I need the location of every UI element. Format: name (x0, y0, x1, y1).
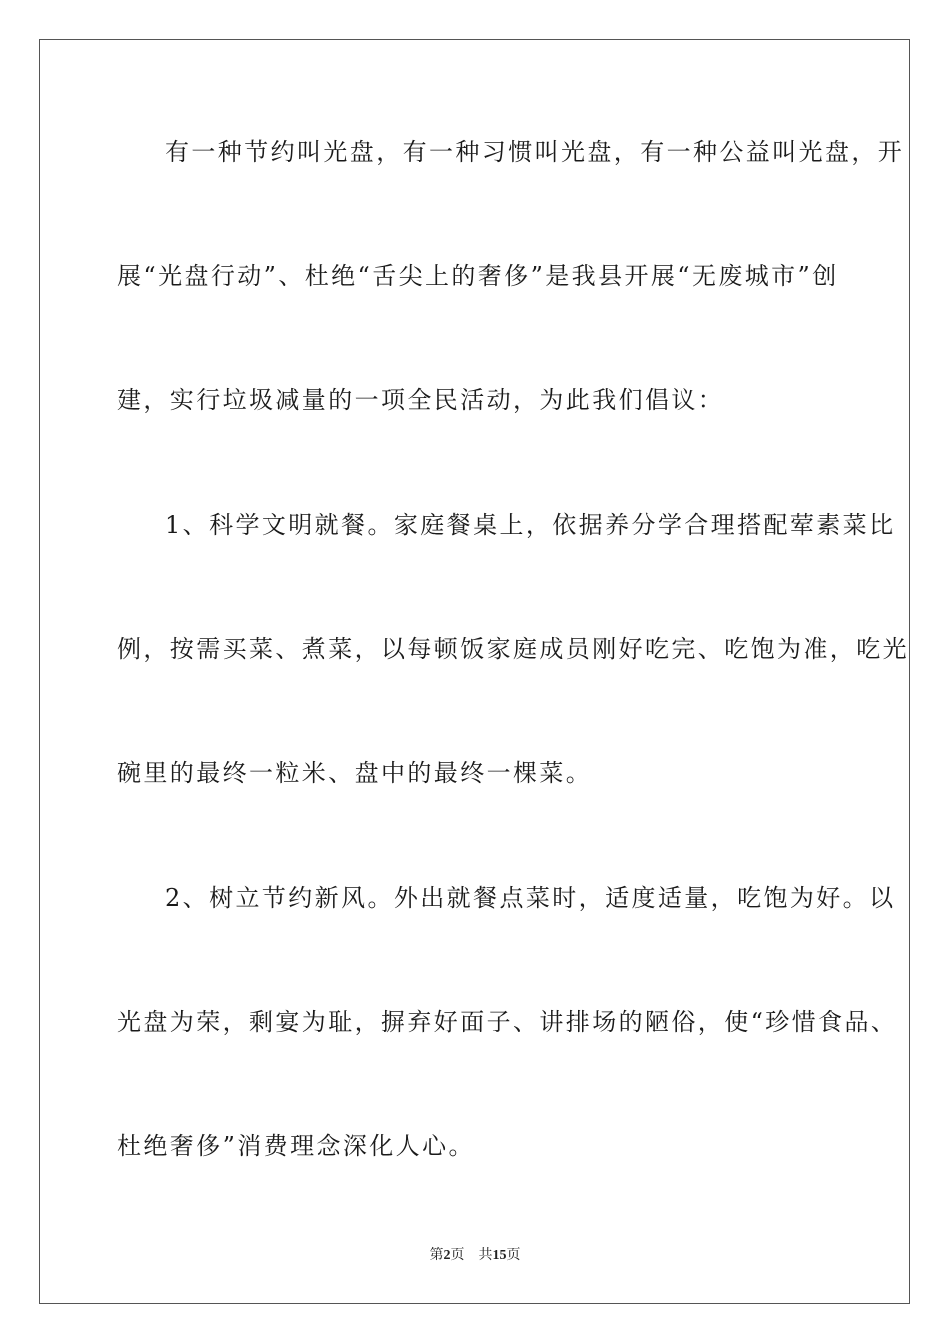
paragraph-3-line-2: 光盘为荣，剩宴为耻，摒弃好面子、讲排场的陋俗，使“珍惜食品、 (117, 1008, 898, 1036)
page-prefix: 第 (429, 1248, 444, 1263)
page-border (39, 39, 910, 1304)
page-number: 2 (443, 1248, 451, 1263)
paragraph-2-line-2: 例，按需买菜、煮菜，以每顿饭家庭成员刚好吃完、吃饱为准，吃光 (117, 635, 909, 663)
paragraph-1-line-1: 有一种节约叫光盘，有一种习惯叫光盘，有一种公益叫光盘，开 (165, 138, 905, 166)
total-suffix: 页 (506, 1248, 521, 1263)
paragraph-1-line-2: 展“光盘行动”、杜绝“舌尖上的奢侈”是我县开展“无废城市”创 (117, 262, 839, 290)
paragraph-1-line-3: 建，实行垃圾减量的一项全民活动，为此我们倡议： (117, 386, 725, 414)
paragraph-2-line-3: 碗里的最终一粒米、盘中的最终一棵菜。 (117, 759, 593, 787)
page-footer (0, 1247, 950, 1265)
paragraph-3-line-3: 杜绝奢侈”消费理念深化人心。 (117, 1132, 475, 1160)
page-suffix: 页 (450, 1248, 465, 1263)
paragraph-2-line-1: 1、科学文明就餐。家庭餐桌上，依据养分学合理搭配荤素菜比 (165, 511, 896, 539)
total-pages: 15 (492, 1248, 507, 1263)
paragraph-3-line-1: 2、树立节约新风。外出就餐点菜时，适度适量，吃饱为好。以 (165, 884, 896, 912)
total-prefix: 共 (478, 1248, 493, 1263)
